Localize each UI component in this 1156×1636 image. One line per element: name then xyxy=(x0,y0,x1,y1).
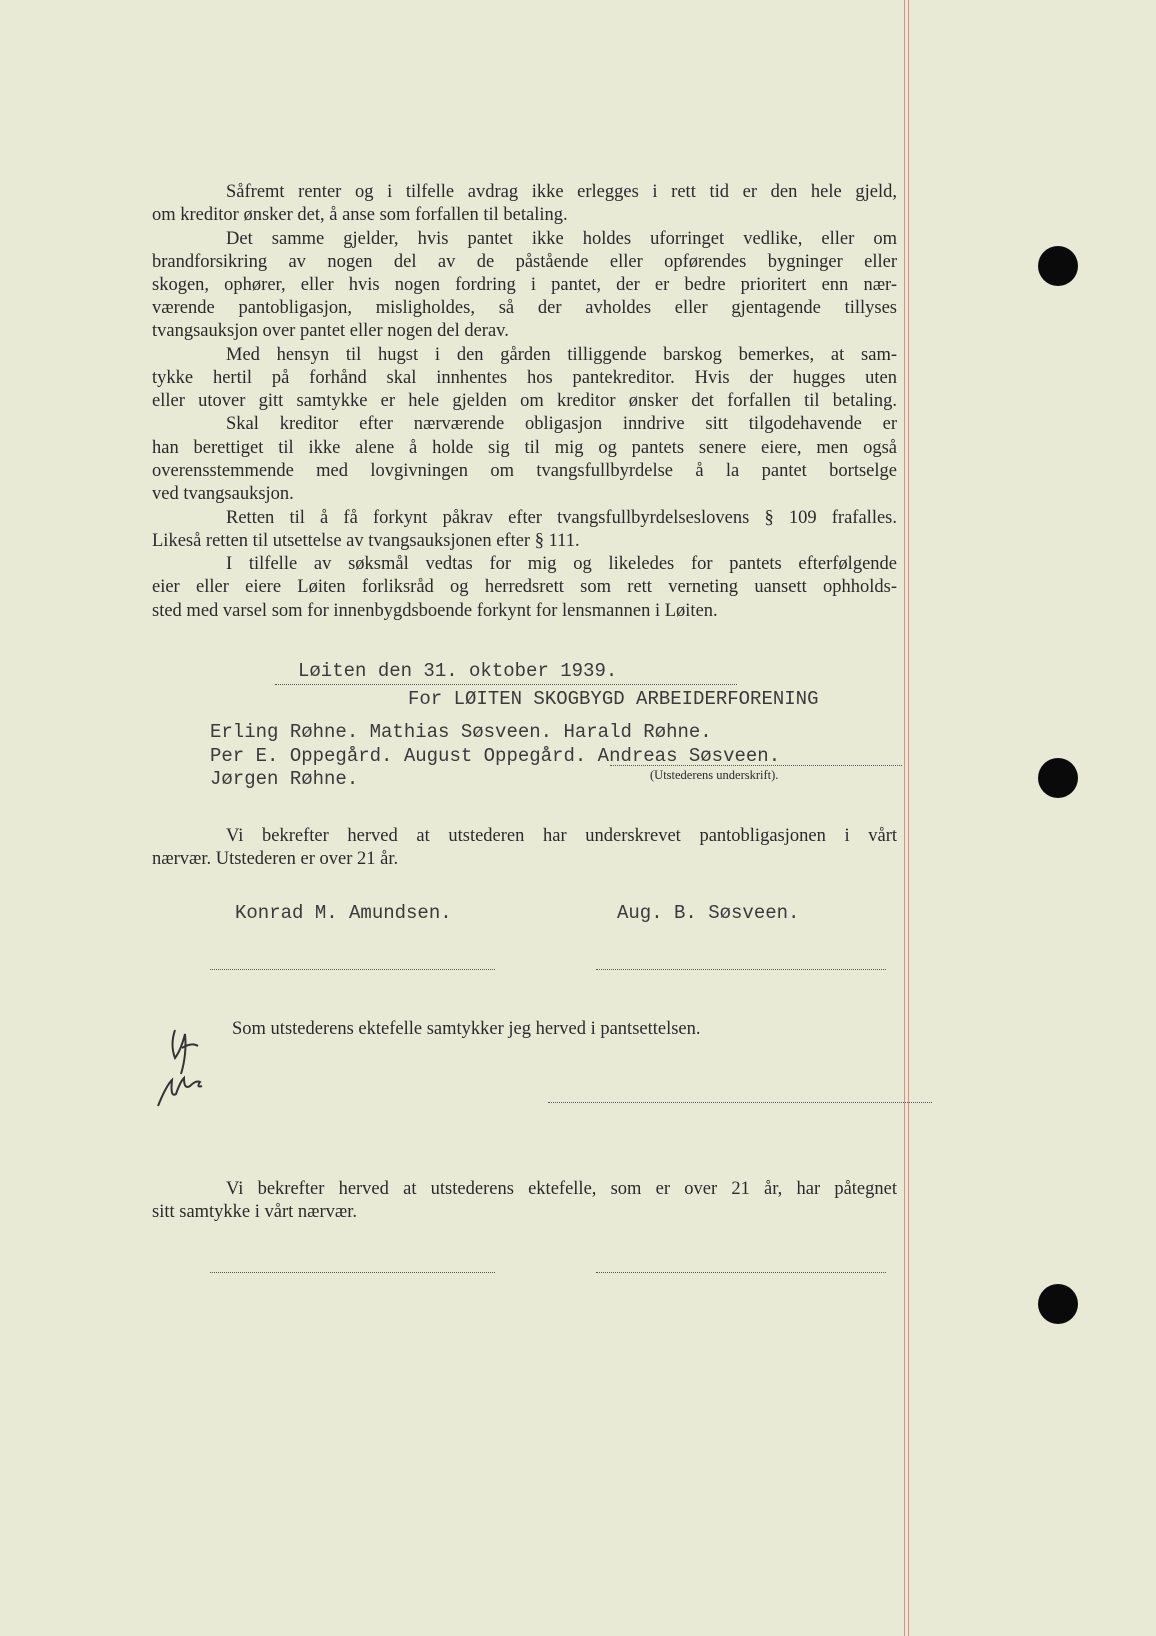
text-line: sted med varsel som for innenbygdsboende forkynt for lensmannen i Løiten. xyxy=(152,601,718,621)
text-line: værende pantobligasjon, misligholdes, så der avholdes eller gjentagende tillyses xyxy=(152,298,897,318)
signer-line: Erling Røhne. Mathias Søsveen. Harald Røhne. xyxy=(210,721,712,743)
text-line: I tilfelle av søksmål vedtas for mig og likeledes for pantets efterfølgende xyxy=(226,554,897,574)
signature-caption: (Utstederens underskrift). xyxy=(650,768,779,782)
signer-line: Jørgen Røhne. xyxy=(210,768,359,790)
text-line: Med hensyn til hugst i den gården tilliggende barskog bemerkes, at sam- xyxy=(226,345,897,365)
punch-hole xyxy=(1038,1284,1078,1324)
text-line: tvangsauksjon over pantet eller nogen del derav. xyxy=(152,321,509,341)
witness-signature: Aug. B. Søsveen. xyxy=(617,902,800,924)
punch-hole xyxy=(1038,246,1078,286)
text-line: eller utover gitt samtykke er hele gjelden om kreditor ønsker det forfallen til betaling. xyxy=(152,391,897,411)
text-line: om kreditor ønsker det, å anse som forfallen til betaling. xyxy=(152,205,568,225)
margin-line xyxy=(904,0,905,1636)
text-line: Likeså retten til utsettelse av tvangsauksjonen efter § 111. xyxy=(152,531,580,551)
text-line: eier eller eiere Løiten forliksråd og herredsrett som rett verneting uansett ophholds- xyxy=(152,577,897,597)
text-line: ved tvangsauksjon. xyxy=(152,484,294,504)
dotted-line xyxy=(275,684,737,685)
handwritten-initials xyxy=(150,1010,230,1125)
organization-name: For LØITEN SKOGBYGD ARBEIDERFORENING xyxy=(408,688,819,710)
text-line: Det samme gjelder, hvis pantet ikke holdes uforringet vedlike, eller om xyxy=(226,229,897,249)
signer-line: Per E. Oppegård. August Oppegård. Andreas Søsveen. xyxy=(210,745,781,767)
text-line: han berettiget til ikke alene å holde sig til mig og pantets senere eiere, men også xyxy=(152,438,897,458)
text-line: brandforsikring av nogen del av de påstående eller opførendes bygninger eller xyxy=(152,252,897,272)
spouse-witness-text: sitt samtykke i vårt nærvær. xyxy=(152,1202,358,1222)
margin-line xyxy=(908,0,909,1636)
spouse-consent: Som utstederens ektefelle samtykker jeg herved i pantsettelsen. xyxy=(232,1019,701,1039)
text-line: tykke hertil på forhånd skal innhentes hos pantekreditor. Hvis der hugges uten xyxy=(152,368,897,388)
punch-hole xyxy=(1038,758,1078,798)
text-line: Skal kreditor efter nærværende obligasjon inndrive sitt tilgodehavende er xyxy=(226,414,897,434)
witness-text: Vi bekrefter herved at utstederen har underskrevet pantobligasjonen i vårt xyxy=(226,826,897,846)
signature-line xyxy=(210,1272,495,1273)
signature-line xyxy=(210,969,495,970)
signature-line xyxy=(548,1102,932,1103)
text-line: overensstemmende med lovgivningen om tvangsfullbyrdelse å la pantet bortselge xyxy=(152,461,897,481)
text-line: skogen, ophører, eller hvis nogen fordring i pantet, der er bedre prioritert enn nær- xyxy=(152,275,897,295)
spouse-witness-text: Vi bekrefter herved at utstederens ektefelle, som er over 21 år, har påtegnet xyxy=(226,1179,897,1199)
witness-text: nærvær. Utstederen er over 21 år. xyxy=(152,849,399,869)
signature-line xyxy=(610,765,902,766)
signature-line xyxy=(596,1272,886,1273)
text-line: Såfremt renter og i tilfelle avdrag ikke erlegges i rett tid er den hele gjeld, xyxy=(226,182,897,202)
place-date: Løiten den 31. oktober 1939. xyxy=(298,660,618,682)
witness-signature: Konrad M. Amundsen. xyxy=(235,902,452,924)
signature-line xyxy=(596,969,886,970)
text-line: Retten til å få forkynt påkrav efter tvangsfullbyrdelseslovens § 109 frafalles. xyxy=(226,508,897,528)
